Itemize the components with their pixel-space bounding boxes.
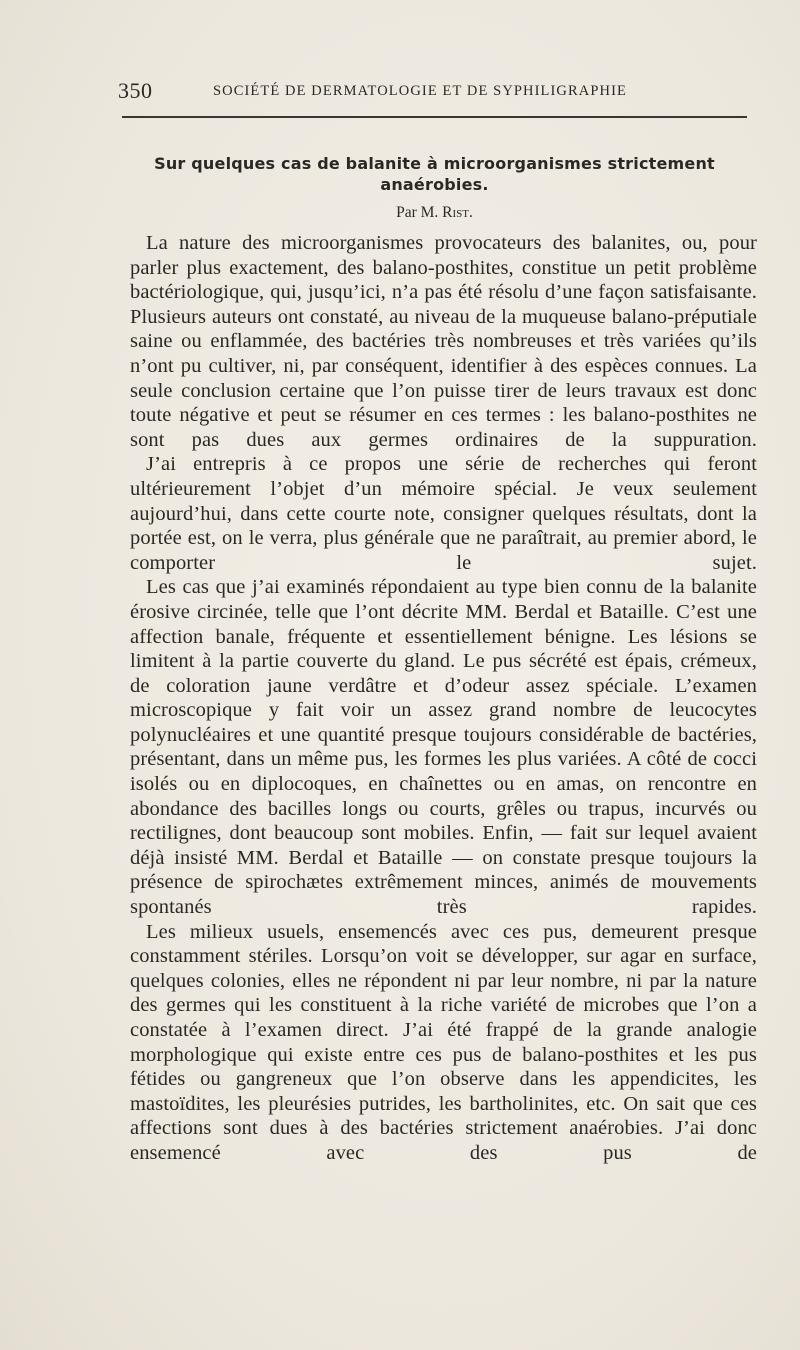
- paragraph-2: J’ai entrepris à ce propos une série de recherches qui feront ultérieurement l’objet d’un mémoire spécial. Je veux seulement aujourd’hui, dans cette courte note, consigner quelques résultats, dont la portée est, on le verra, plus générale que ne paraîtrait, au premier abord, le comporter le sujet.: [130, 453, 757, 574]
- byline: [122, 204, 747, 222]
- running-head: [118, 78, 748, 104]
- paragraph-1: La nature des microorganismes provocateurs des balanites, ou, pour parler plus exactement, des balano-posthites, constitue un petit problème bactériologique, qui, jusqu’ici, n’a pas été résolu d’une façon satisfaisante. Plusieurs auteurs ont constaté, au niveau de la muqueuse balano-préputiale saine ou enflammée, des bactéries très nombreuses et très variées qu’ils n’ont pu cultiver, ni, par conséquent, identifier à des espèces connues. La seule conclusion certaine que l’on puisse tirer de leurs travaux est donc toute négative et peut se résumer en ces termes : les balano-posthites ne sont pas dues aux germes ordinaires de la suppuration.: [130, 232, 757, 451]
- article-title-line-2: anaérobies.: [380, 175, 489, 194]
- header-rule: [122, 116, 747, 118]
- journal-title: SOCIÉTÉ DE DERMATOLOGIE ET DE SYPHILIGRAPHIE: [213, 83, 627, 99]
- article-body: [130, 231, 757, 1166]
- paragraph-3: Les cas que j’ai examinés répondaient au type bien connu de la balanite érosive circinée, telle que l’ont décrite MM. Berdal et Bataille. C’est une affection banale, fréquente et essentiellement bénigne. Les lésions se limitent à la partie couverte du gland. Le pus sécrété est épais, crémeux, de coloration jaune verdâtre et d’odeur assez spéciale. L’examen microscopique y fait voir un assez grand nombre de leucocytes polynucléaires et une quantité presque toujours considérable de bactéries, présentant, dans un même pus, les formes les plus variées. A côté de cocci isolés ou en diplocoques, en chaînettes ou en amas, on rencontre en abondance des bacilles longs ou courts, grêles ou trapus, incurvés ou rectilignes, dont beaucoup sont mobiles. Enfin, — fait sur lequel avaient déjà insisté MM. Berdal et Bataille — on constate presque toujours la présence de spirochætes extrêmement minces, animés de mouvements spontanés très rapides.: [130, 576, 757, 919]
- article-title: [122, 153, 747, 195]
- author-name: Rist.: [442, 204, 473, 221]
- byline-prefix: Par M.: [396, 204, 439, 221]
- page-number: 350: [118, 78, 153, 103]
- article-title-line-1: Sur quelques cas de balanite à microorganismes strictement: [154, 154, 715, 173]
- paragraph-4: Les milieux usuels, ensemencés avec ces pus, demeurent presque constamment stériles. Lorsqu’on voit se développer, sur agar en surface, quelques colonies, elles ne répondent ni par leur nombre, ni par la nature des germes qui les constituent à la riche variété de microbes que l’on a constatée à l’examen direct. J’ai été frappé de la grande analogie morphologique qui existe entre ces pus de balano-posthites et les pus fétides ou gangreneux que l’on observe dans les appendicites, les mastoïdites, les pleurésies putrides, les bartholinites, etc. On sait que ces affections sont dues à des bactéries strictement anaérobies. J’ai donc ensemencé avec des pus de: [130, 920, 757, 1164]
